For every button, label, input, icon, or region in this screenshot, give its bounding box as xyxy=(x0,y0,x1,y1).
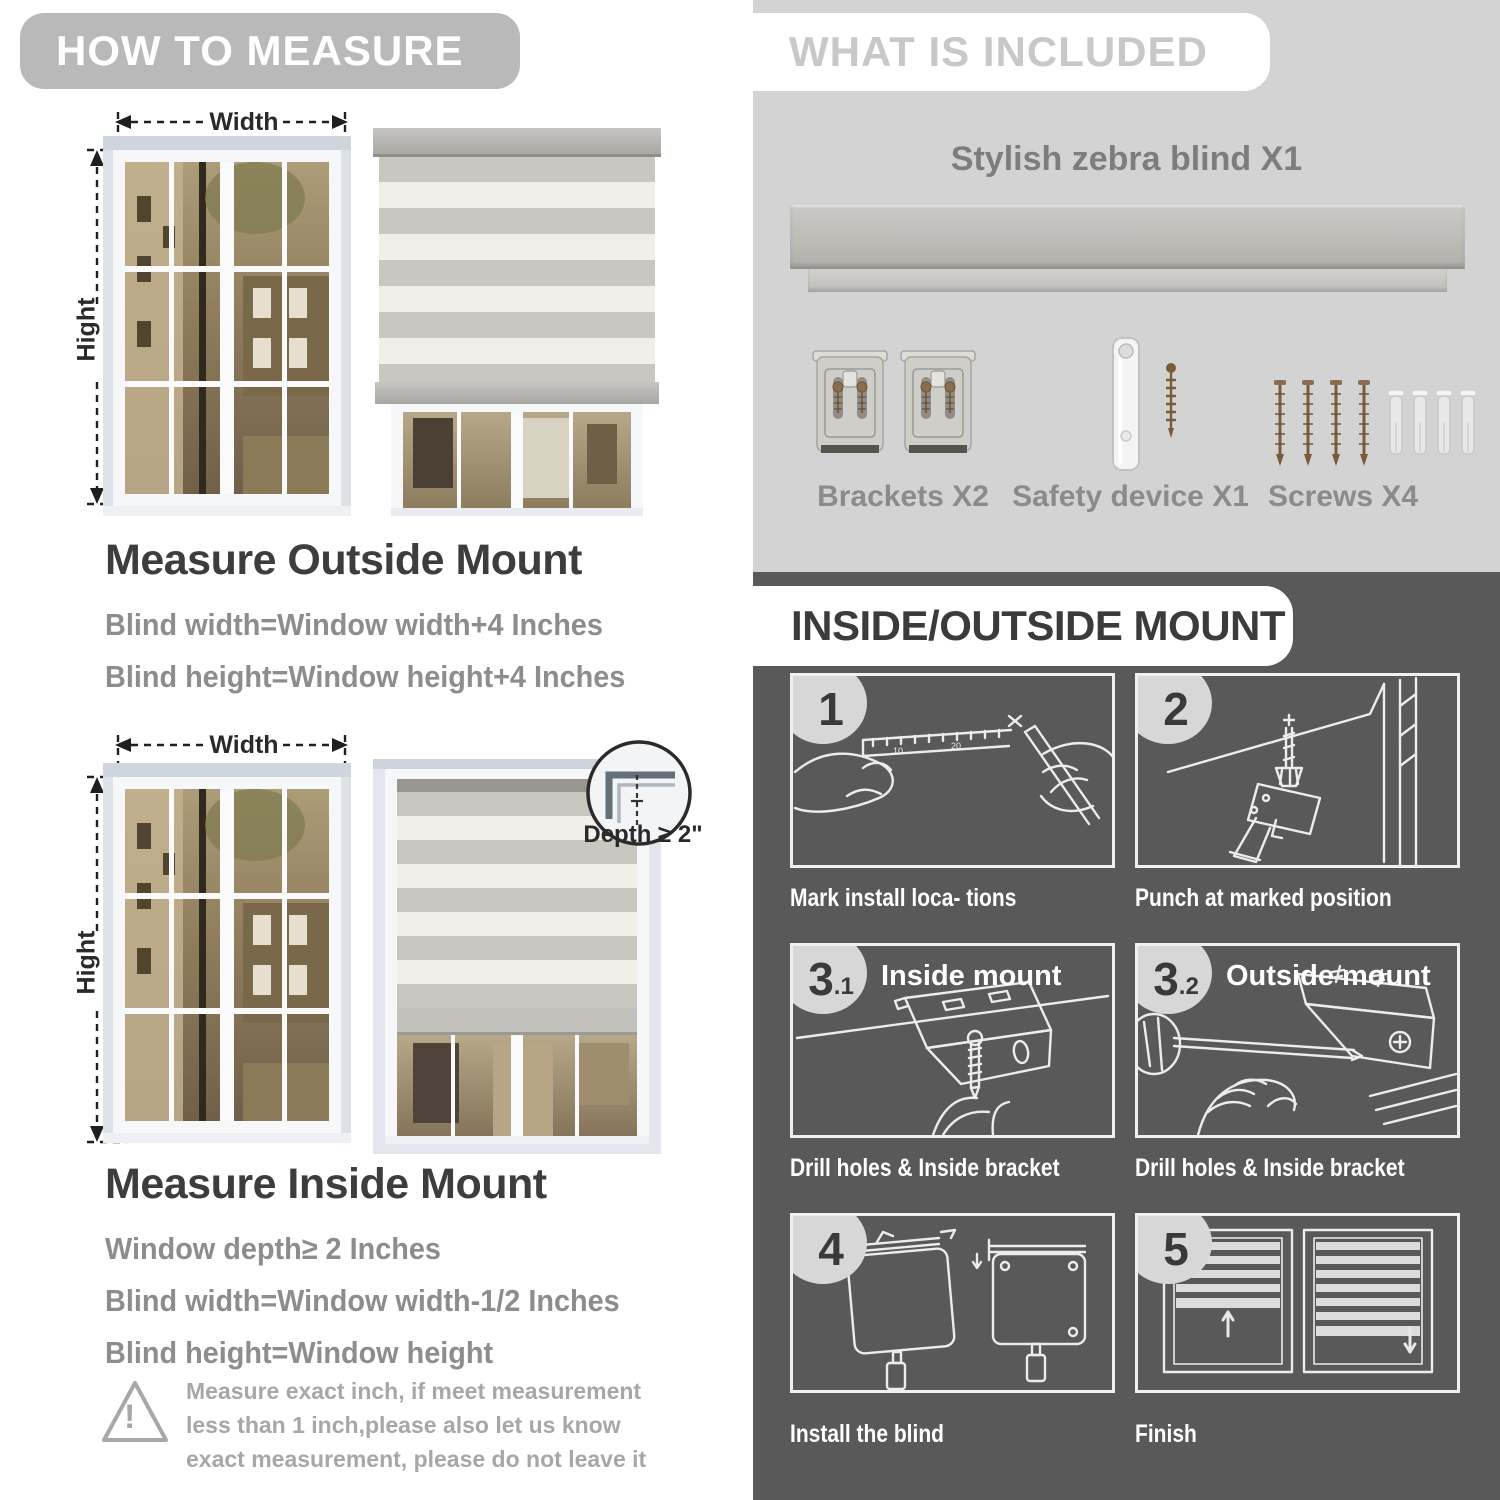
mount-steps-banner xyxy=(753,586,1293,666)
width-label: Width xyxy=(209,731,279,759)
zebra-blind-headrail-bottom xyxy=(808,269,1447,292)
step-3-1-badge: 3 .1 xyxy=(790,943,867,1014)
screws-icon xyxy=(1268,378,1478,473)
step-5-badge: 5 xyxy=(1135,1213,1212,1284)
step-3-2-caption: Drill holes & Inside bracket xyxy=(1135,1154,1405,1182)
step-2-panel xyxy=(1135,673,1460,868)
inside-mount-title: Measure Inside Mount xyxy=(105,1160,547,1208)
screws-label: Screws X4 xyxy=(1267,480,1419,513)
safety-device-icon xyxy=(1083,336,1203,476)
outside-mount-illustration-group xyxy=(72,108,685,525)
step-4-caption: Install the blind xyxy=(790,1420,945,1448)
depth-note-label: Depth ≥ 2" xyxy=(583,821,703,848)
inside-mount-rule-2: Blind width=Window width-1/2 Inches xyxy=(105,1283,620,1318)
inside-mount-rule-3: Blind height=Window height xyxy=(105,1335,494,1370)
outside-mount-rule-2: Blind height=Window height+4 Inches xyxy=(105,659,626,694)
step-2-caption: Punch at marked position xyxy=(1135,884,1392,912)
height-label: Hight xyxy=(72,930,101,995)
step-5-panel xyxy=(1135,1213,1460,1393)
window-illustration xyxy=(103,763,351,1143)
bracket-icon xyxy=(899,345,977,465)
svg-text:20: 20 xyxy=(951,741,962,751)
how-to-measure-banner xyxy=(20,13,520,89)
bracket-icon xyxy=(811,345,889,465)
step-4-panel xyxy=(790,1213,1115,1393)
step-1-caption: Mark install loca- tions xyxy=(790,884,1017,912)
step-5-caption: Finish xyxy=(1135,1420,1197,1448)
inside-mount-text-block xyxy=(105,1160,735,1379)
what-is-included-title: WHAT IS INCLUDED xyxy=(789,28,1208,75)
how-to-measure-title: HOW TO MEASURE xyxy=(56,27,464,74)
outside-mount-rule-1: Blind width=Window width+4 Inches xyxy=(105,607,603,642)
mount-steps-section xyxy=(753,572,1500,1500)
zebra-blind-headrail-image xyxy=(790,205,1465,269)
safety-device-label: Safety device X1 xyxy=(1012,480,1249,513)
step-4-badge: 4 xyxy=(790,1213,867,1284)
width-label: Width xyxy=(209,108,279,136)
step-1-badge: 1 xyxy=(790,673,867,744)
step-3-2-panel xyxy=(1135,943,1460,1138)
warning-exclamation: ! xyxy=(124,1398,136,1436)
inside-mount-illustration-group xyxy=(72,731,703,1163)
mount-steps-title: INSIDE/OUTSIDE MOUNT xyxy=(791,602,1286,649)
svg-text:10: 10 xyxy=(893,746,904,756)
step-3-1-panel xyxy=(790,943,1115,1138)
outside-mount-text-block xyxy=(105,536,725,703)
height-label: Hight xyxy=(72,297,101,362)
what-is-included-section xyxy=(753,0,1500,572)
step-3-1-title: Inside mount xyxy=(881,960,1062,992)
step-1-panel xyxy=(790,673,1115,868)
outside-mount-blind-illustration xyxy=(373,128,661,518)
step-2-badge: 2 xyxy=(1135,673,1212,744)
window-illustration xyxy=(103,136,351,516)
outside-mount-title: Measure Outside Mount xyxy=(105,536,582,584)
inside-mount-rule-1: Window depth≥ 2 Inches xyxy=(105,1231,441,1266)
step-3-2-title: Outside mount xyxy=(1226,960,1431,992)
what-is-included-banner xyxy=(753,13,1270,91)
zebra-blind-label: Stylish zebra blind X1 xyxy=(950,140,1303,178)
warning-text: Measure exact inch, if meet measurement less than 1 inch,please also let us know exact measurement, please do not leave it xyxy=(186,1378,647,1472)
step-3-2-badge: 3 .2 xyxy=(1135,943,1212,1014)
step-3-1-caption: Drill holes & Inside bracket xyxy=(790,1154,1060,1182)
brackets-label: Brackets X2 xyxy=(817,480,989,513)
